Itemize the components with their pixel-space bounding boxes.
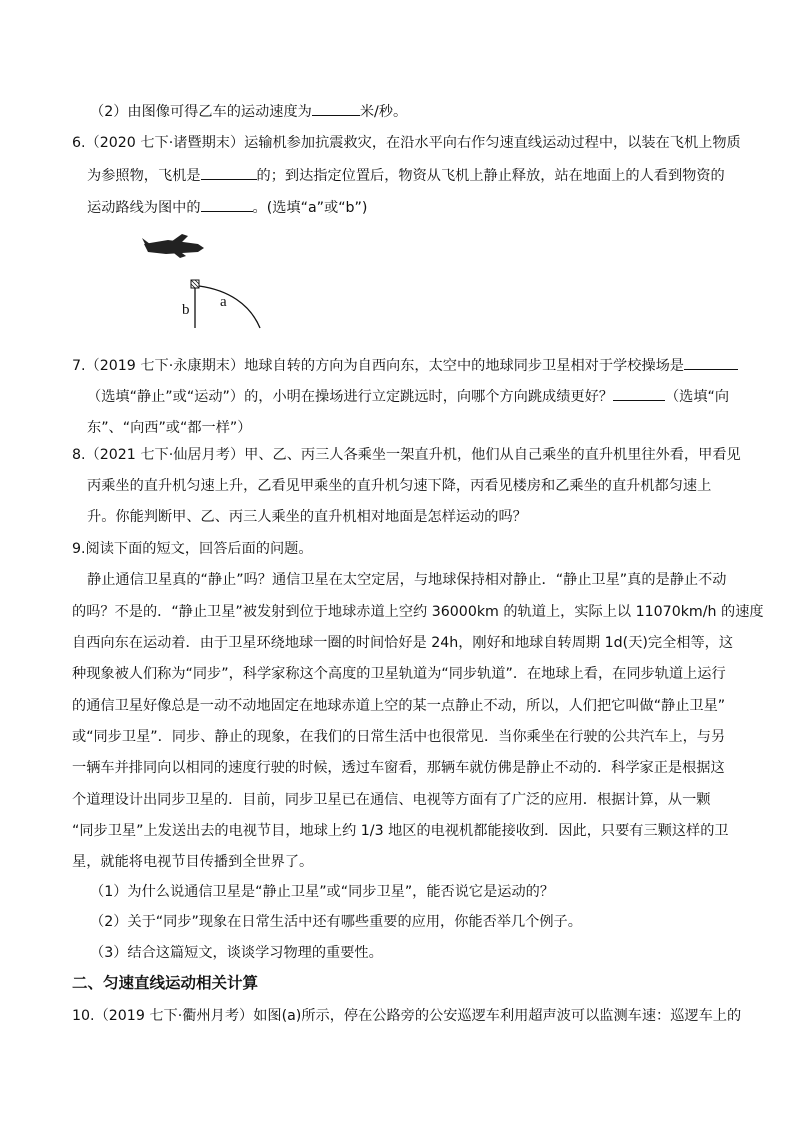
q5-part2-line	[90, 101, 407, 122]
q9-passage-line: 的通信卫星好像总是一动不动地固定在地球赤道上空的某一点静止不动，所以，人们把它叫做“静止卫星”	[72, 698, 726, 714]
q7-line1	[72, 355, 738, 376]
q9-sub3: （3）结合这篇短文，谈谈学习物理的重要性。	[90, 945, 383, 961]
q6-line3-text-b: 。(选填“a”或“b”)	[252, 200, 368, 216]
q9-sub1: （1）为什么说通信卫星是“静止卫星”或“同步卫星”，能否说它是运动的？	[90, 884, 555, 900]
q8-line2: 丙乘坐的直升机匀速上升，乙看见甲乘坐的直升机匀速下降，丙看见楼房和乙乘坐的直升机都匀速上	[87, 478, 712, 494]
q6-line1: 6.（2020 七下·诸暨期末）运输机参加抗震救灾，在沿水平向右作匀速直线运动过程中，以装在飞机上物质	[72, 135, 741, 151]
q9-passage-line: 星，就能将电视节目传播到全世界了。	[72, 854, 314, 870]
answer-blank[interactable]	[312, 101, 360, 116]
q6-line2-text-a: 为参照物，飞机是	[87, 168, 201, 184]
q9-passage-line: 静止通信卫星真的“静止”吗？通信卫星在太空定居，与地球保持相对静止．“静止卫星”真的是静止不动	[87, 572, 727, 588]
q7-line3: 东”、“向西”或“都一样”）	[87, 420, 252, 436]
q9-passage-line: 或“同步卫星”．同步、静止的现象，在我们的日常生活中也很常见．当你乘坐在行驶的公共汽车上，与另	[72, 729, 726, 745]
q9-passage-line: 个道理设计出同步卫星的．目前，同步卫星已在通信、电视等方面有了广泛的应用．根据计算，从一颗	[72, 792, 711, 808]
q6-line2	[87, 165, 725, 186]
q9-passage-line: “同步卫星”上发送出去的电视节目，地球上约 1/3 地区的电视机都能接收到．因此，只要有三颗这样的卫	[72, 823, 729, 839]
q6-line3	[87, 197, 367, 218]
q9-passage-line: 的吗？不是的．“静止卫星”被发射到位于地球赤道上空约 36000km 的轨道上，实际上以 11070km/h 的速度	[72, 604, 764, 620]
q7-line2	[87, 386, 729, 407]
q6-line2-text-b: 的；到达指定位置后，物资从飞机上静止释放，站在地面上的人看到物资的	[256, 168, 725, 184]
q7-line2-text-b: （选填“向	[664, 389, 730, 405]
airplane-icon	[142, 234, 204, 258]
q9-passage-line: 一辆车并排同向以相同的速度行驶的时候，透过车窗看，那辆车就仿佛是静止不动的．科学家正是根据这	[72, 760, 725, 776]
q9-sub2: （2）关于“同步”现象在日常生活中还有哪些重要的应用，你能否举几个例子。	[90, 914, 582, 930]
label-b: b	[182, 302, 190, 318]
answer-blank[interactable]	[684, 355, 738, 370]
q6-line3-text-a: 运动路线为图中的	[87, 200, 201, 216]
q5-part2-text: （2）由图像可得乙车的运动速度为	[90, 104, 312, 120]
airplane-drop-figure	[138, 234, 268, 330]
path-a-curve	[199, 286, 260, 328]
q7-line1-text: 7.（2019 七下·永康期末）地球自转的方向为自西向东，太空中的地球同步卫星相对于学校操场是	[72, 358, 684, 374]
answer-blank[interactable]	[613, 386, 665, 401]
answer-blank[interactable]	[201, 197, 253, 212]
q9-passage-line: 自西向东在运动着．由于卫星环绕地球一圈的时间恰好是 24h，刚好和地球自转周期 1d(天)完全相等，这	[72, 635, 734, 651]
q9-passage-line: 种现象被人们称为“同步”，科学家称这个高度的卫星轨道为“同步轨道”．在地球上看，在同步轨道上运行	[72, 666, 726, 682]
q10-line1: 10.（2019 七下·衢州月考）如图(a)所示，停在公路旁的公安巡逻车利用超声波可以监测车速：巡逻车上的	[72, 1008, 742, 1024]
q8-line1: 8.（2021 七下·仙居月考）甲、乙、丙三人各乘坐一架直升机，他们从自己乘坐的直升机里往外看，甲看见	[72, 447, 741, 463]
label-a: a	[220, 294, 227, 310]
q8-line3: 升。你能判断甲、乙、丙三人乘坐的直升机相对地面是怎样运动的吗？	[87, 509, 527, 525]
section-heading: 二、匀速直线运动相关计算	[72, 974, 259, 992]
q5-part2-unit: 米/秒。	[359, 104, 408, 120]
q9-intro: 9.阅读下面的短文，回答后面的问题。	[72, 541, 313, 557]
answer-blank[interactable]	[201, 165, 257, 180]
q7-line2-text-a: （选填“静止”或“运动”）的，小明在操场进行立定跳远时，向哪个方向跳成绩更好？	[87, 389, 613, 405]
